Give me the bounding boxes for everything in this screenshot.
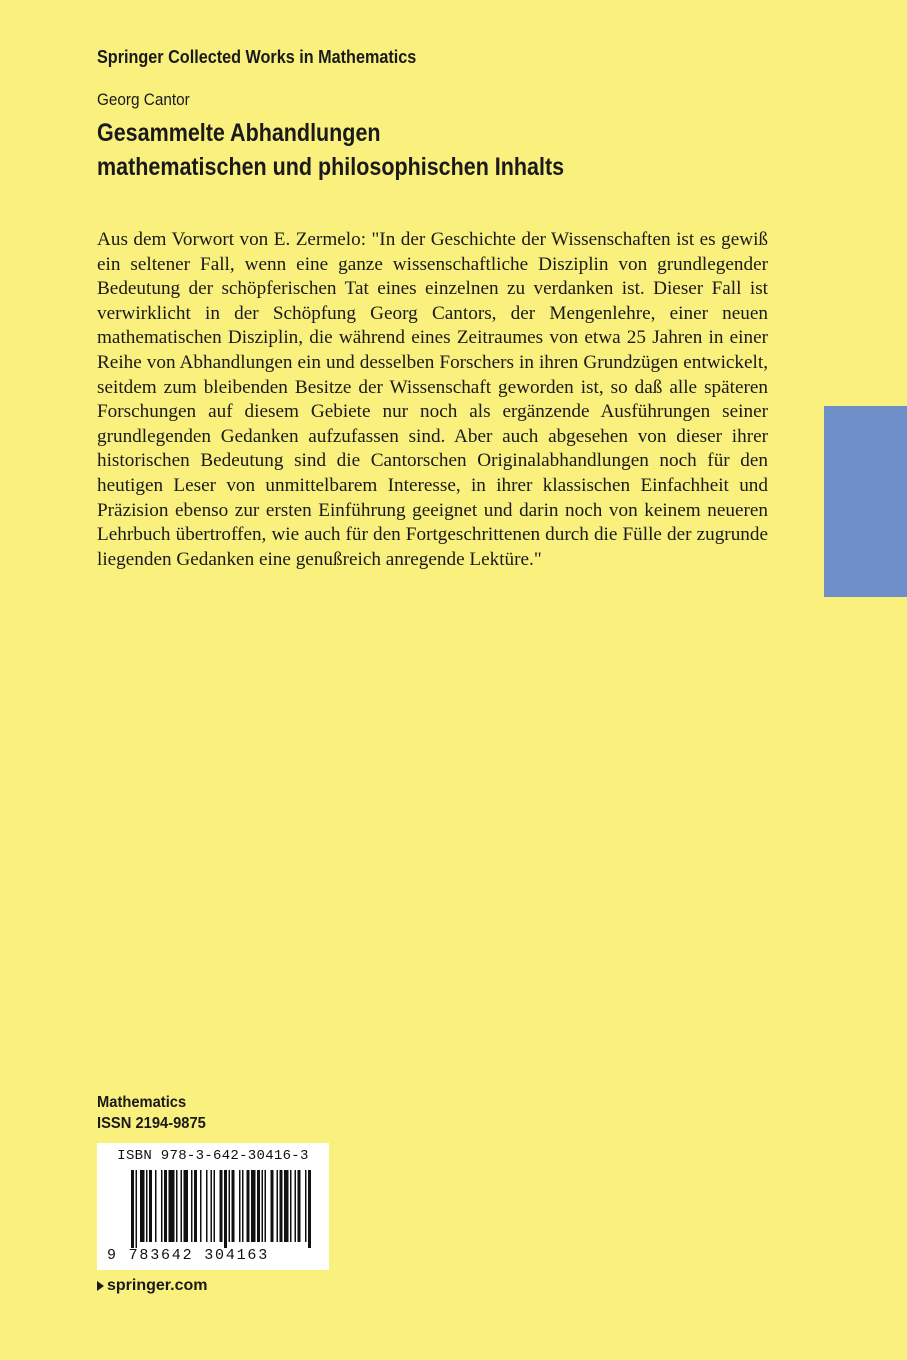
ean-digits: 9 783642 304163: [107, 1247, 270, 1264]
blurb-text: Aus dem Vorwort von E. Zermelo: "In der Geschichte der Wissenschaften ist es gewiß ein seltener Fall, wenn eine ganze wissenschaftliche Disziplin von grundlegender Bedeutung der schöpferischen Tat eines einzelnen zu verdanken ist. Dieser Fall ist verwirklicht in der Schöpfung Georg Cantors, der Mengenlehre, einer neuen mathematischen Disziplin, die während eines Zeitraumes von etwa 25 Jahren in einer Reihe von Abhandlungen ein und desselben Forschers in ihren Grundzügen entwickelt, seitdem zum bleibenden Besitze der Wissenschaft geworden ist, so daß alle späteren Forschungen auf diesem Gebiete nur noch als ergänzende Ausführungen seiner grundlegenden Gedanken aufzufassen sind. Aber auch abgesehen von dieser ihrer historischen Bedeutung sind die Cantorschen Originalabhandlungen noch für den heutigen Leser von unmittelbarem Interesse, in ihrer klassischen Einfachheit und Präzision ebenso zur ersten Einführung geeignet und darin noch von keinem neueren Lehrbuch übertroffen, wie auch für den Fortgeschrittenen durch die Fülle der zugrunde liegenden Gedanken eine genußreich anregende Lektüre.": [97, 229, 768, 570]
website-label: springer.com: [107, 1277, 208, 1294]
website-link[interactable]: [97, 1277, 207, 1295]
title-line-2: mathematischen und philosophischen Inhalts: [97, 153, 565, 181]
subject-label: Mathematics: [97, 1094, 187, 1111]
issn-label: ISSN 2194-9875: [97, 1115, 206, 1132]
isbn-label: ISBN 978-3-642-30416-3: [117, 1148, 309, 1164]
series-title: Springer Collected Works in Mathematics: [97, 47, 417, 67]
barcode-icon: [97, 1168, 329, 1248]
title-line-1: Gesammelte Abhandlungen: [97, 119, 381, 147]
barcode-box: [97, 1143, 329, 1270]
author-name: Georg Cantor: [97, 90, 190, 109]
blue-accent-tab: [824, 406, 907, 597]
subject-block: [97, 1092, 206, 1134]
arrow-right-icon: [97, 1281, 104, 1291]
book-title: [97, 116, 564, 184]
